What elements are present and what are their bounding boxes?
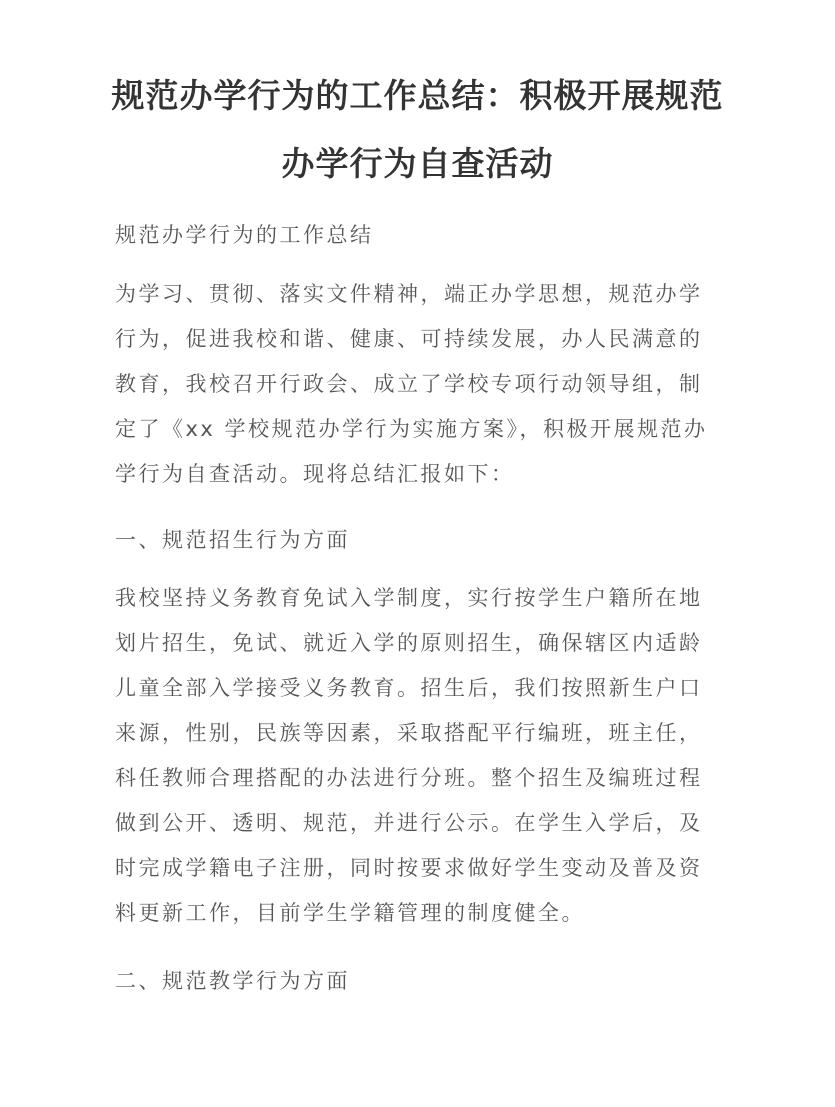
paragraph-line: 料更新工作，目前学生学籍管理的制度健全。 xyxy=(115,901,585,925)
document-title-line-1: 规范办学行为的工作总结：积极开展规范 xyxy=(111,76,724,115)
paragraph-line: 做到公开、透明、规范，并进行公示。在学生入学后，及 xyxy=(115,811,703,835)
paragraph-line: 时完成学籍电子注册，同时按要求做好学生变动及普及资 xyxy=(115,856,703,880)
document-subtitle: 规范办学行为的工作总结 xyxy=(115,223,374,247)
section-heading-teaching: 二、规范教学行为方面 xyxy=(115,969,350,993)
paragraph-line: 行为，促进我校和谐、健康、可持续发展，办人民满意的 xyxy=(115,327,703,351)
section-heading-enrollment: 一、规范招生行为方面 xyxy=(115,528,350,552)
paragraph-line: 定了《xx 学校规范办学行为实施方案》，积极开展规范办 xyxy=(115,417,708,441)
document-title-line-2: 办学行为自查活动 xyxy=(281,144,554,183)
paragraph-line: 划片招生，免试、就近入学的原则招生，确保辖区内适龄 xyxy=(115,631,703,655)
paragraph-line: 我校坚持义务教育免试入学制度，实行按学生户籍所在地 xyxy=(115,586,703,610)
intro-paragraph xyxy=(115,272,715,497)
paragraph-line: 教育，我校召开行政会、成立了学校专项行动领导组，制 xyxy=(115,372,703,396)
enrollment-paragraph xyxy=(115,576,715,936)
paragraph-line: 为学习、贯彻、落实文件精神，端正办学思想，规范办学 xyxy=(115,282,703,306)
paragraph-line: 学行为自查活动。现将总结汇报如下： xyxy=(115,462,515,486)
paragraph-line: 来源，性别，民族等因素，采取搭配平行编班，班主任， xyxy=(115,721,703,745)
paragraph-line: 儿童全部入学接受义务教育。招生后，我们按照新生户口 xyxy=(115,676,703,700)
paragraph-line: 科任教师合理搭配的办法进行分班。整个招生及编班过程 xyxy=(115,766,703,790)
